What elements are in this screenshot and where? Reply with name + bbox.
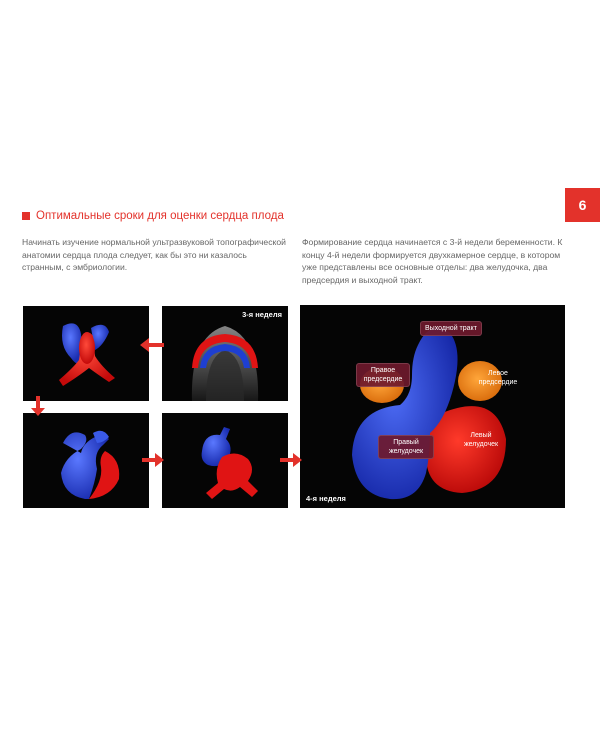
square-bullet-icon: [22, 212, 30, 220]
label-right-ventricle: Правый желудочек: [378, 435, 434, 459]
paragraph-right: Формирование сердца начинается с 3-й недели беременности. К концу 4-й недели формируется двухкамерное сердце, в котором уже представлены все основные отделы: два желудочка, два предсердия и выходной тракт.: [302, 237, 563, 285]
arrow-left-icon: [140, 338, 164, 352]
heart-chambers-illustration: [162, 413, 288, 508]
label-week3: 3-я неделя: [242, 310, 282, 319]
figure-panel-heart-tube: [23, 306, 149, 401]
label-week4: 4-я неделя: [306, 494, 346, 503]
label-left-ventricle: Левый желудочек: [463, 432, 499, 448]
page-number-tab: [565, 188, 600, 222]
figure-panel-week3: [162, 306, 288, 401]
heart-tube-illustration: [23, 306, 149, 401]
figure-panel-looping: [23, 413, 149, 508]
paragraph-left: Начинать изучение нормальной ультразвуковой топографической анатомии сердца плода следует, как бы это ни казалось странным, с эмбриологии.: [22, 237, 286, 272]
label-left-atrium: Левое предсердие: [478, 370, 518, 386]
cardiac-crescent-illustration: [162, 306, 288, 401]
heart-looping-illustration: [23, 413, 149, 508]
section-heading: [22, 210, 284, 222]
label-outflow-tract: Выходной тракт: [420, 321, 482, 336]
arrow-down-icon: [31, 396, 45, 416]
page-number: 6: [578, 197, 587, 213]
figure-panel-week4: [300, 305, 565, 508]
arrow-right-icon: [280, 453, 302, 467]
figure-panel-chambers: [162, 413, 288, 508]
arrow-right-icon: [142, 453, 164, 467]
label-right-atrium: Правое предсердие: [356, 363, 410, 387]
section-title: Оптимальные сроки для оценки сердца плода: [36, 210, 284, 222]
